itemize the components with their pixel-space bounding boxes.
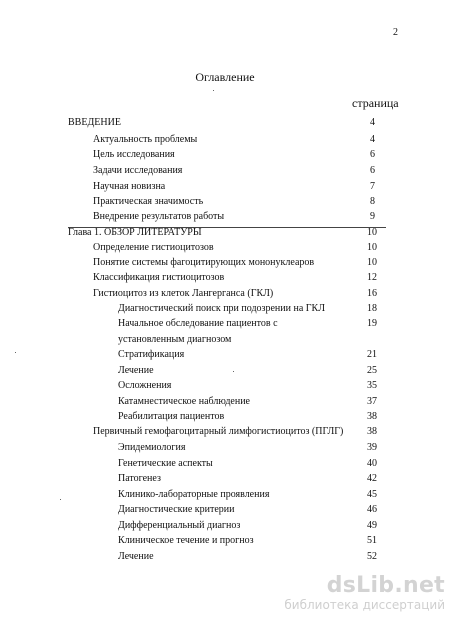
toc-entry [0, 550, 450, 564]
toc-entry-title: Генетические аспекты [118, 458, 213, 469]
watermark [250, 575, 445, 612]
toc-entry-title: Осложнения [118, 380, 172, 391]
toc-entry [0, 271, 450, 285]
toc-entry-page: 51 [367, 535, 377, 546]
toc-entry [0, 441, 450, 455]
toc-entry-title: Задачи исследования [93, 165, 183, 176]
toc-entry-page: 37 [367, 396, 377, 407]
toc-entry-title: Глава 1. ОБЗОР ЛИТЕРАТУРЫ [68, 227, 202, 238]
toc-entry [0, 348, 450, 362]
toc-entry [0, 379, 450, 393]
toc-entry [0, 457, 450, 471]
toc-entry [0, 317, 450, 331]
toc-entry [0, 503, 450, 517]
toc-entry-page: 10 [367, 227, 377, 238]
toc-entry-title: Гистиоцитоз из клеток Лангерганса (ГКЛ) [93, 288, 274, 299]
toc-entry-page: 40 [367, 458, 377, 469]
toc-entry-page: 19 [367, 318, 377, 329]
section-divider [68, 227, 386, 228]
watermark-subtitle: библиотека диссертаций [284, 598, 445, 612]
toc-entry-title: Лечение [118, 365, 154, 376]
watermark-logo: dsLib.net [326, 573, 445, 598]
toc-entry-page: 46 [367, 504, 377, 515]
toc-entry-page: 10 [367, 257, 377, 268]
toc-entry-page: 25 [367, 365, 377, 376]
toc-entry-title: Диагностические критерии [118, 504, 235, 515]
toc-entry-title: Практическая значимость [93, 196, 204, 207]
toc-entry-title: Определение гистиоцитозов [93, 242, 214, 253]
toc-entry [0, 116, 450, 130]
toc-entry [0, 534, 450, 548]
toc-entry-title: Патогенез [118, 473, 161, 484]
toc-entry [0, 195, 450, 209]
toc-entry-title: Лечение [118, 551, 154, 562]
toc-entry-title: Дифференциальный диагноз [118, 520, 241, 531]
toc-entry [0, 180, 450, 194]
toc-entry-title: Диагностический поиск при подозрении на ГКЛ [118, 303, 326, 314]
toc-entry [0, 241, 450, 255]
toc-entry-page: 8 [370, 196, 375, 207]
toc-entry-title: Эпидемиология [118, 442, 186, 453]
scan-speck [15, 352, 16, 353]
toc-entry-title: ВВЕДЕНИЕ [68, 117, 121, 128]
toc-entry [0, 287, 450, 301]
toc-entry-page: 6 [370, 149, 375, 160]
toc-entry [0, 333, 450, 347]
toc-entry-page: 21 [367, 349, 377, 360]
toc-entry [0, 519, 450, 533]
toc-entry-title: Актуальность проблемы [93, 134, 198, 145]
toc-entry-page: 38 [367, 411, 377, 422]
toc-entry-title: Начальное обследование пациентов с [118, 318, 278, 329]
toc-entry [0, 425, 450, 439]
toc-entry [0, 226, 450, 240]
toc-entry [0, 410, 450, 424]
page-number: 2 [393, 27, 398, 38]
toc-entry-title: Катамнестическое наблюдение [118, 396, 250, 407]
toc-entry-title: Стратификация [118, 349, 185, 360]
toc-entry-page: 35 [367, 380, 377, 391]
toc-entry-page: 38 [367, 426, 377, 437]
toc-entry-title: Первичный гемофагоцитарный лимфогистиоцитоз (ПГЛГ) [93, 426, 344, 437]
toc-entry-title: Понятие системы фагоцитирующих мононуклеаров [93, 257, 315, 268]
scan-speck [213, 90, 214, 91]
toc-entry [0, 256, 450, 270]
toc-entry-page: 4 [370, 134, 375, 145]
toc-entry [0, 364, 450, 378]
toc-entry-title: Научная новизна [93, 181, 166, 192]
toc-title: Оглавление [195, 70, 255, 84]
toc-entry-title: Клинико-лабораторные проявления [118, 489, 270, 500]
toc-entry-page: 16 [367, 288, 377, 299]
toc-entry-page: 49 [367, 520, 377, 531]
toc-entry-title: Реабилитация пациентов [118, 411, 225, 422]
toc-entry-page: 4 [370, 117, 375, 128]
toc-entry-page: 10 [367, 242, 377, 253]
toc-entry-page: 42 [367, 473, 377, 484]
toc-entry [0, 148, 450, 162]
toc-entry-page: 52 [367, 551, 377, 562]
scan-speck [60, 499, 61, 500]
toc-entry-page: 7 [370, 181, 375, 192]
toc-entry-title: Внедрение результатов работы [93, 211, 225, 222]
toc-entry-page: 45 [367, 489, 377, 500]
toc-entry-page: 18 [367, 303, 377, 314]
toc-entry-title: Цель исследования [93, 149, 175, 160]
toc-entry [0, 210, 450, 224]
toc-entry-page: 9 [370, 211, 375, 222]
scan-speck [233, 371, 234, 372]
toc-entry-page: 6 [370, 165, 375, 176]
toc-entry-page: 12 [367, 272, 377, 283]
toc-entry [0, 133, 450, 147]
toc-entry [0, 472, 450, 486]
toc-entry [0, 302, 450, 316]
toc-entry-page: 39 [367, 442, 377, 453]
toc-entry-title: установленным диагнозом [118, 334, 232, 345]
page-column-header: страница [352, 96, 399, 110]
toc-entry-title: Клиническое течение и прогноз [118, 535, 254, 546]
toc-entry [0, 164, 450, 178]
toc-entry [0, 488, 450, 502]
toc-entry [0, 395, 450, 409]
toc-entry-title: Классификация гистиоцитозов [93, 272, 225, 283]
